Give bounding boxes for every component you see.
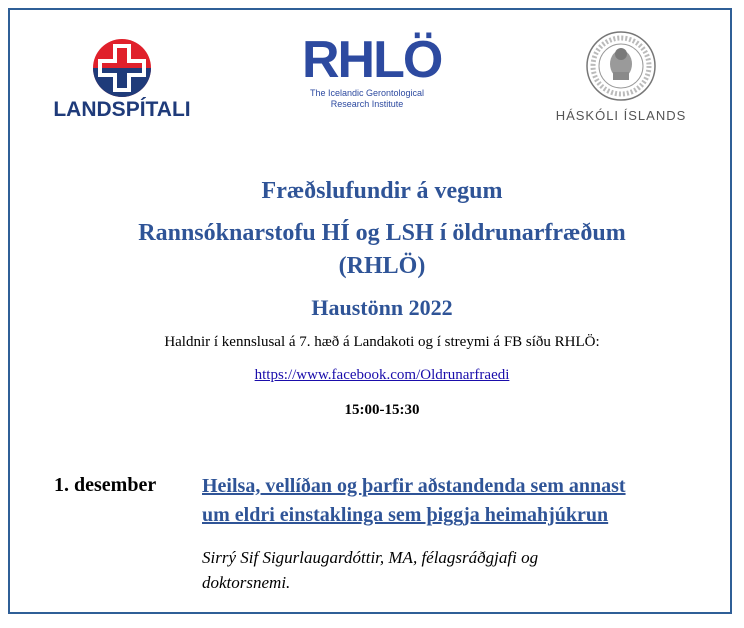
location-text: Haldnir í kennslusal á 7. hæð á Landakoti og í streymi á FB síðu RHLÖ: xyxy=(164,334,600,350)
university-seal-icon xyxy=(585,30,657,102)
facebook-link[interactable]: https://www.facebook.com/Oldrunarfraedi xyxy=(254,367,510,383)
event-speaker: Sirrý Sif Sigurlaugardóttir, MA, félagsráðgjafi og doktorsnemi. xyxy=(202,548,539,592)
event-title[interactable] xyxy=(202,472,702,530)
hi-wordmark: HÁSKÓLI ÍSLANDS xyxy=(555,108,687,123)
landspitali-cross-icon xyxy=(52,38,192,98)
event-title-line-2[interactable]: um eldri einstaklinga sem þiggja heimahjúkrun xyxy=(202,504,609,526)
rhlo-logo xyxy=(302,31,442,120)
heading-line-3: (RHLÖ) xyxy=(338,253,426,279)
hi-logo xyxy=(546,30,696,134)
event-date: 1. desember xyxy=(54,474,157,496)
time-text: 15:00-15:30 xyxy=(344,402,420,418)
event-title-line-1[interactable]: Heilsa, vellíðan og þarfir aðstandenda sem annast xyxy=(202,475,626,497)
poster-frame xyxy=(8,8,732,614)
rhlo-subtitle-2: Research Institute xyxy=(330,99,404,109)
semester-heading: Haustönn 2022 xyxy=(311,295,453,320)
heading-line-2: Rannsóknarstofu HÍ og LSH í öldrunarfræðum xyxy=(138,220,626,246)
landspitali-logo xyxy=(52,38,192,124)
heading-line-1: Fræðslufundir á vegum xyxy=(261,178,503,204)
landspitali-wordmark: LANDSPÍTALI xyxy=(53,98,191,121)
rhlo-wordmark: RHLÖ xyxy=(302,31,442,89)
rhlo-subtitle-1: The Icelandic Gerontological xyxy=(309,88,425,98)
